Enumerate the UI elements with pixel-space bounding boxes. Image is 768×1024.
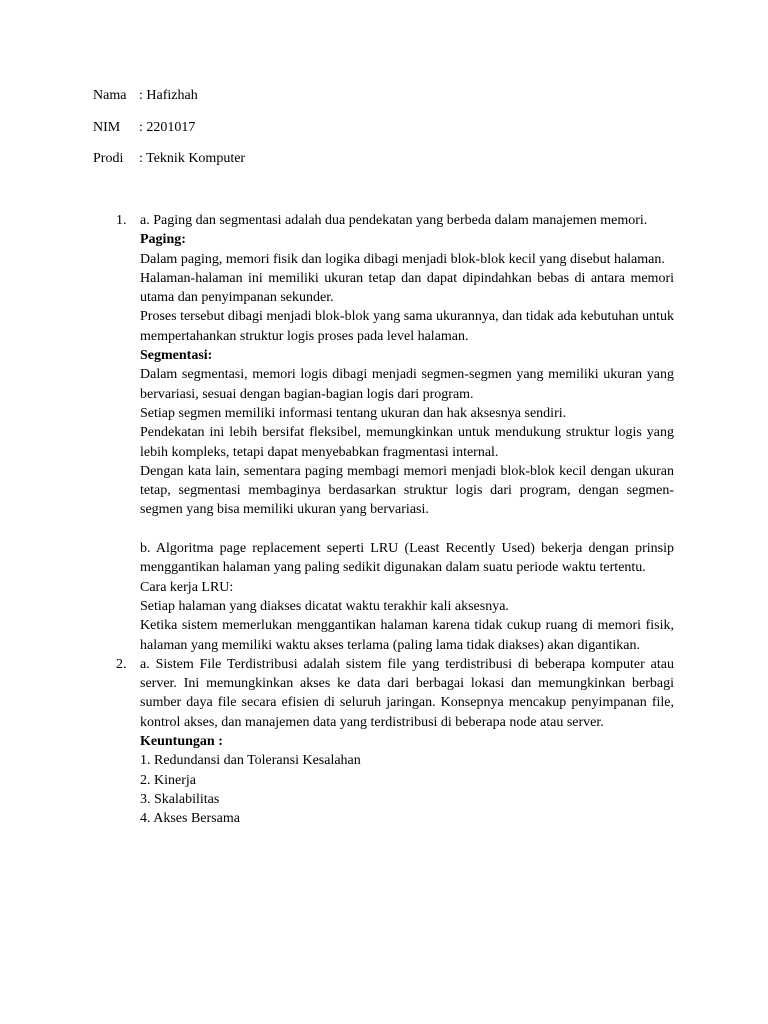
answer-list bbox=[116, 211, 674, 829]
item-number: 1. bbox=[116, 213, 127, 228]
part-a-intro: a. Sistem File Terdistribusi adalah sistem file yang terdistribusi di beberapa komputer atau server. Ini memungkinkan akses ke data dari berbagai lokasi dan memungkinkan berbagi sumber daya file secara efisien di seluruh jaringan. Konsepnya mencakup penyimpanan file, kontrol akses, dan manajemen data yang terdistribusi di beberapa node atau server. bbox=[140, 656, 674, 730]
answer-item-1 bbox=[116, 211, 674, 655]
prodi-row bbox=[93, 150, 245, 182]
item-number: 2. bbox=[116, 656, 127, 672]
segmentation-paragraph: Pendekatan ini lebih bersifat fleksibel, memungkinkan untuk mendukung struktur logis yang lebih kompleks, tetapi dapat menyebabkan fragmentasi internal. bbox=[140, 425, 674, 460]
paging-heading: Paging: bbox=[140, 232, 186, 248]
segmentation-paragraph: Dalam segmentasi, memori logis dibagi menjadi segmen-segmen yang memiliki ukuran yang bervariasi, sesuai dengan bagian-bagian logis dari program. bbox=[140, 367, 674, 402]
benefit-item: 2. Kinerja bbox=[140, 772, 196, 788]
benefit-item: 4. Akses Bersama bbox=[140, 811, 240, 827]
lru-heading: Cara kerja LRU: bbox=[140, 579, 234, 595]
lru-paragraph: Setiap halaman yang diakses dicatat waktu terakhir kali aksesnya. bbox=[140, 598, 509, 614]
part-a-intro: a. Paging dan segmentasi adalah dua pendekatan yang berbeda dalam manajemen memori. bbox=[140, 213, 648, 228]
name-row bbox=[93, 87, 245, 119]
name-value: : Hafizhah bbox=[139, 88, 198, 103]
benefit-item: 1. Redundansi dan Toleransi Kesalahan bbox=[140, 753, 361, 769]
segmentation-heading: Segmentasi: bbox=[140, 348, 213, 364]
prodi-value: : Teknik Komputer bbox=[139, 151, 246, 166]
item-body bbox=[140, 655, 674, 829]
paragraph-gap bbox=[140, 520, 674, 539]
item-body bbox=[140, 211, 674, 655]
segmentation-paragraph: Dengan kata lain, sementara paging membagi memori menjadi blok-blok kecil dengan ukuran tetap, segmentasi membaginya berdasarkan struktur logis dari program, dengan segmen-segmen yang bisa memiliki ukuran yang bervariasi. bbox=[140, 463, 674, 518]
segmentation-paragraph: Setiap segmen memiliki informasi tentang ukuran dan hak aksesnya sendiri. bbox=[140, 405, 567, 421]
part-b-intro: b. Algoritma page replacement seperti LRU (Least Recently Used) bekerja dengan prinsip menggantikan halaman yang paling sedikit digunakan dalam suatu periode waktu tertentu. bbox=[140, 541, 674, 576]
nim-label: NIM bbox=[93, 119, 121, 135]
benefit-item: 3. Skalabilitas bbox=[140, 791, 220, 807]
paging-paragraph: Halaman-halaman ini memiliki ukuran tetap dan dapat dipindahkan bebas di antara memori utama dan penyimpanan sekunder. bbox=[140, 270, 674, 306]
answer-item-2 bbox=[116, 655, 674, 829]
paging-paragraph: Proses tersebut dibagi menjadi blok-blok yang sama ukurannya, dan tidak ada kebutuhan untuk mempertahankan struktur logis proses pada level halaman. bbox=[140, 309, 674, 344]
benefits-heading: Keuntungan : bbox=[140, 734, 223, 750]
student-info bbox=[93, 87, 245, 182]
nim-row bbox=[93, 119, 245, 151]
nim-value: : 2201017 bbox=[139, 119, 196, 135]
paging-paragraph: Dalam paging, memori fisik dan logika dibagi menjadi blok-blok kecil yang disebut halaman. bbox=[140, 251, 665, 267]
name-label: Nama bbox=[93, 88, 127, 103]
prodi-label: Prodi bbox=[93, 151, 124, 166]
lru-paragraph: Ketika sistem memerlukan menggantikan halaman karena tidak cukup ruang di memori fisik, halaman yang memiliki waktu akses terlama (paling lama tidak diakses) akan digantikan. bbox=[140, 618, 674, 653]
